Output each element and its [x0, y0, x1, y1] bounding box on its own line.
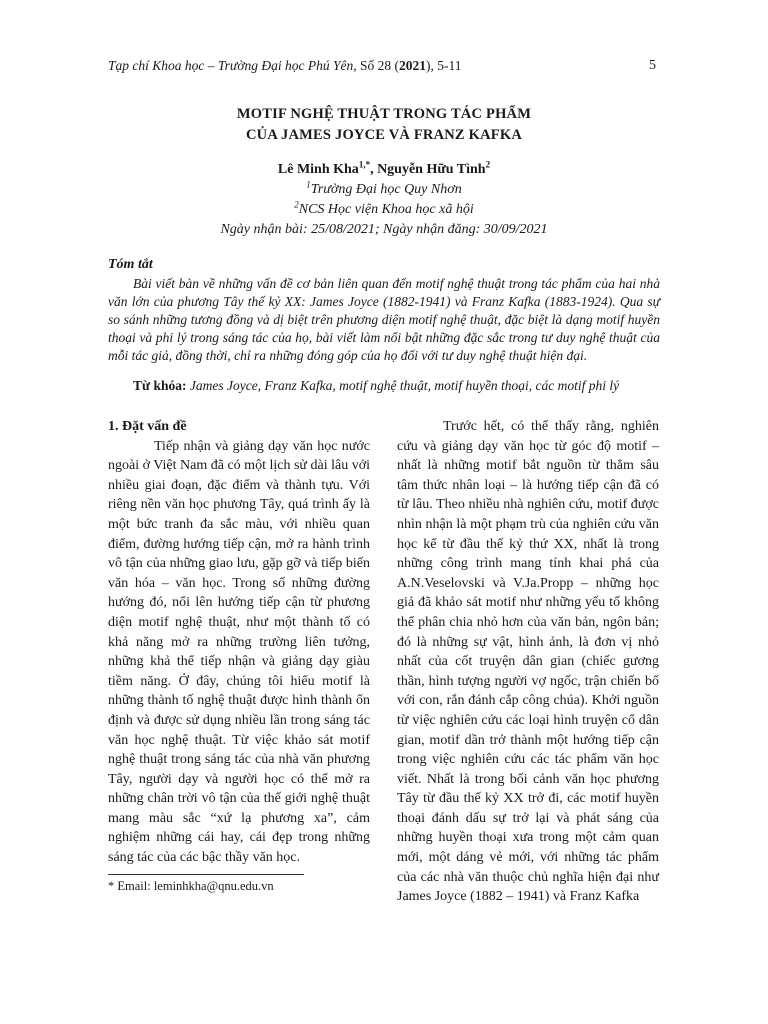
article-title — [108, 104, 660, 146]
left-column — [108, 417, 370, 868]
affiliation-1-text: Trường Đại học Quy Nhơn — [310, 182, 462, 197]
keywords-text: James Joyce, Franz Kafka, motif nghệ thuật, motif huyền thoại, các motif phi lý — [189, 378, 620, 393]
footnote-rule — [108, 874, 304, 875]
author-names — [108, 160, 660, 180]
affiliation-2-mark: 2 — [294, 199, 299, 210]
running-header — [108, 58, 658, 74]
affiliation-2 — [108, 200, 660, 220]
issue-prefix: , Số 28 ( — [353, 58, 399, 73]
affiliation-2-text: NCS Học viện Khoa học xã hội — [298, 202, 474, 217]
title-line-1: MOTIF NGHỆ THUẬT TRONG TÁC PHẨM — [236, 106, 532, 122]
author-1-affiliation-mark: 1,* — [358, 159, 371, 170]
journal-name: Tạp chí Khoa học – Trường Đại học Phú Yên — [108, 58, 354, 73]
issue-year: 2021 — [398, 58, 426, 73]
right-paragraph: Trước hết, có thể thấy rằng, nghiên cứu và giảng dạy văn học từ góc độ motif – nhất là những motif bắt nguồn từ thẳm sâu tâm thức nhân loại – là hướng tiếp cận đã có từ lâu. Theo nhiều nhà nghiên cứu, motif được nhìn nhận là một phạm trù của nghiên cứu văn học kể từ đầu thế kỷ thứ XX, nhất là trong những công trình mang tính khai phá của A.N.Veselovski và V.Ja.Propp – những học giả đã khảo sát motif như những yếu tố không thể phân chia nhỏ hơn của văn bản, ngôn bản; đó là những sự vật, hình ảnh, là đơn vị nhỏ nhất của cốt truyện dân gian (chiếc gương thần, hình tượng người vợ ngốc, trận chiến bố với con, rắn đánh cắp công chúa). Khởi nguồn từ việc nghiên cứu các loại hình truyện cổ dân gian, motif dần trở thành một hướng tiếp cận trong việc nghiên cứu các tác phẩm văn học viết. Nhất là trong bối cảnh văn học phương Tây từ đầu thế kỷ XX trở đi, các motif huyền thoại đánh dấu sự trở lại và phát sáng của những huyền thoại xưa trong một cảm quan mới, một dáng vẻ mới, với những tác phẩm của các nhà văn thuộc chủ nghĩa hiện đại như James Joyce (1882 – 1941) và Franz Kafka — [397, 419, 659, 905]
abstract-heading: Tóm tắt — [108, 257, 153, 272]
keywords-label: Từ khóa: — [133, 378, 187, 393]
page-number: 5 — [649, 58, 656, 73]
author-2: Nguyễn Hữu Tình — [377, 162, 486, 177]
affiliation-1 — [108, 180, 660, 200]
title-line-2: CỦA JAMES JOYCE VÀ FRANZ KAFKA — [245, 127, 522, 143]
author-separator: , — [370, 162, 378, 177]
left-paragraph: Tiếp nhận và giảng dạy văn học nước ngoài ở Việt Nam đã có một lịch sử dài lâu với nhiều giai đoạn, đặc điểm và thành tựu. Với riêng nền văn học phương Tây, quá trình ấy là một bức tranh đa sắc màu, với nhiều quan điểm, đường hướng tiếp cận, mở ra hành trình vô tận của những giao lưu, gặp gỡ và tiếp biến văn hóa – văn học. Trong số những đường hướng đó, nổi lên hướng tiếp cận từ phương diện motif nghệ thuật, như một thành tố có khả năng mở ra những trường liên tưởng, những khả thể tiếp nhận và giảng dạy giàu tiềm năng. Ở đây, chúng tôi hiểu motif là những thành tố nghệ thuật được hình thành ổn định và được sử dụng nhiều lần trong sáng tác văn học nghệ thuật. Từ việc khảo sát motif nghệ thuật trong sáng tác của nhà văn phương Tây, người dạy và người học có thể mở ra những chân trời vô tận của thế giới nghệ thuật mang màu sắc “xứ lạ phương xa”, cảm nghiệm những cái hay, cái đẹp trong những sáng tác của các bậc thầy văn học. — [108, 438, 370, 866]
right-column — [397, 417, 659, 907]
author-1: Lê Minh Kha — [277, 162, 359, 177]
author-block — [108, 160, 660, 240]
submission-dates: Ngày nhận bài: 25/08/2021; Ngày nhận đăng: 30/09/2021 — [220, 222, 548, 237]
issue-suffix: ), 5-11 — [425, 58, 462, 73]
section-heading: 1. Đặt vấn đề — [108, 419, 187, 434]
affiliation-1-mark: 1 — [306, 179, 311, 190]
abstract-text: Bài viết bàn về những vấn đề cơ bản liên quan đến motif nghệ thuật trong tác phẩm của hai nhà văn lớn của phương Tây thế kỷ XX: James Joyce (1882-1941) và Franz Kafka (1883-1924). Qua sự so sánh những tương đồng và dị biệt trên phương diện motif nghệ thuật, đặc biệt là dạng motif huyền thoại và phi lý trong sáng tác của họ, bài viết làm nổi bật những đặc sắc trong tư duy nghệ thuật của mỗi tác giả, đồng thời, chỉ ra những đóng góp của họ đối với tư duy nghệ thuật hiện đại. — [108, 276, 660, 363]
footnote-email: * Email: leminhkha@qnu.edu.vn — [108, 879, 274, 893]
keywords-line — [108, 377, 660, 395]
author-2-affiliation-mark: 2 — [485, 159, 491, 170]
